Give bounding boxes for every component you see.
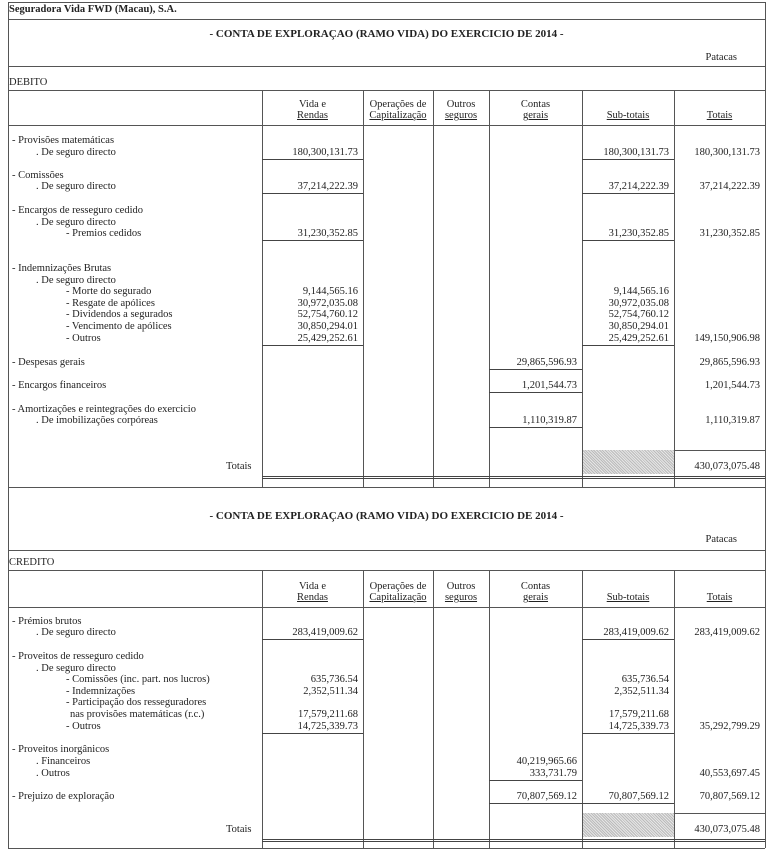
sub-value: 70,807,569.12: [582, 791, 674, 804]
debit-column-divider: [363, 90, 364, 487]
debit-currency: Patacas: [705, 52, 737, 63]
credit-heading: CREDITO: [9, 557, 55, 568]
credit-total-rule: [674, 813, 765, 814]
column-header-line1: Vida e: [298, 581, 327, 592]
debit-section-bottom: [8, 487, 765, 488]
line-label: - Outros: [66, 333, 101, 344]
credit-column-divider: [433, 570, 434, 848]
line-label: . De seguro directo: [36, 217, 116, 228]
credit-section-bottom: [8, 848, 765, 849]
total-value: 149,150,906.98: [694, 333, 760, 344]
vida-value: 9,144,565.16: [302, 286, 358, 297]
vida-value: 14,725,339.73: [262, 721, 363, 734]
column-header-line1: Operações de: [369, 99, 427, 110]
credit-column-header: [363, 581, 433, 603]
credit-column-divider: [489, 570, 490, 848]
line-label: - Premios cedidos: [66, 228, 142, 239]
credit-column-header: [433, 581, 489, 603]
line-label: . De seguro directo: [36, 275, 116, 286]
line-label: - Comissões: [12, 170, 64, 181]
line-label: . Outros: [36, 768, 70, 779]
credit-currency: Patacas: [705, 534, 737, 545]
column-header-line2: Capitalização: [369, 592, 427, 603]
line-label: . De imobilizações corpóreas: [36, 415, 158, 426]
sub-value: 180,300,131.73: [582, 147, 674, 160]
line-label: - Dividendos a segurados: [66, 309, 173, 320]
debit-column-header: [674, 99, 765, 121]
total-value: 1,110,319.87: [705, 415, 760, 426]
vida-value: 31,230,352.85: [262, 228, 363, 241]
line-label: - Morte do segurado: [66, 286, 152, 297]
credit-top-rule: [8, 550, 765, 551]
contas-value: 70,807,569.12: [489, 791, 582, 804]
credit-title: - CONTA DE EXPLORAÇAO (RAMO VIDA) DO EXERCICIO DE 2014 -: [209, 510, 564, 522]
total-value: 180,300,131.73: [694, 147, 760, 158]
vida-value: 30,850,294.01: [297, 321, 358, 332]
sub-value: 25,429,252.61: [582, 333, 674, 346]
company-name: Seguradora Vida FWD (Macau), S.A.: [9, 4, 177, 15]
credit-header-rule: [8, 570, 765, 571]
total-value: 29,865,596.93: [699, 357, 760, 368]
credit-header-bottom-rule: [8, 607, 765, 608]
debit-column-header: [582, 99, 674, 121]
sub-value: 37,214,222.39: [582, 181, 674, 194]
column-header-line2: Capitalização: [369, 110, 427, 121]
line-label: - Provisões matemáticas: [12, 135, 115, 146]
column-header-line1: Outros: [446, 99, 476, 110]
sub-value: 283,419,009.62: [582, 627, 674, 640]
vida-value: 283,419,009.62: [262, 627, 363, 640]
column-header-line2: Rendas: [297, 110, 328, 121]
line-label: - Encargos de resseguro cedido: [12, 205, 144, 216]
column-header-line2: seguros: [444, 110, 478, 121]
debit-top-rule: [8, 66, 765, 67]
credit-column-header: [262, 581, 363, 603]
column-header-line1: Outros: [446, 581, 476, 592]
credit-grand-total: 430,073,075.48: [694, 824, 760, 835]
column-header-line2: seguros: [444, 592, 478, 603]
contas-value: 1,110,319.87: [489, 415, 582, 428]
column-header-line1: [582, 99, 674, 110]
line-label: - Amortizações e reintegrações do exercicio: [12, 404, 196, 415]
credit-double-rule: [262, 839, 765, 842]
line-label: - Comissões (inc. part. nos lucros): [66, 674, 210, 685]
frame-right: [765, 2, 766, 848]
debit-column-header: [489, 99, 582, 121]
column-header-line1: [674, 581, 765, 592]
sub-value: 52,754,760.12: [608, 309, 669, 320]
column-header-line2: gerais: [522, 592, 549, 603]
column-header-line2: Sub-totais: [606, 592, 650, 603]
contas-value: 1,201,544.73: [489, 380, 582, 393]
column-header-line1: Contas: [520, 581, 551, 592]
debit-total-rule: [674, 450, 765, 451]
sub-value: 9,144,565.16: [613, 286, 669, 297]
debit-title: - CONTA DE EXPLORAÇAO (RAMO VIDA) DO EXERCICIO DE 2014 -: [209, 28, 564, 40]
frame-left: [8, 2, 9, 848]
line-label: - Proveitos de resseguro cedido: [12, 651, 144, 662]
vida-value: 25,429,252.61: [262, 333, 363, 346]
debit-totals-label: Totais: [226, 461, 252, 472]
debit-column-divider: [433, 90, 434, 487]
vida-value: 37,214,222.39: [262, 181, 363, 194]
line-label: . De seguro directo: [36, 663, 116, 674]
sub-value: 14,725,339.73: [582, 721, 674, 734]
total-value: 35,292,799.29: [699, 721, 760, 732]
line-label: . De seguro directo: [36, 181, 116, 192]
credit-totals-label: Totais: [226, 824, 252, 835]
total-value: 1,201,544.73: [704, 380, 760, 391]
line-label: . De seguro directo: [36, 147, 116, 158]
sub-value: 31,230,352.85: [582, 228, 674, 241]
debit-shaded-cell: [583, 450, 674, 474]
line-label: - Encargos financeiros: [12, 380, 107, 391]
debit-column-header: [433, 99, 489, 121]
debit-column-header: [262, 99, 363, 121]
line-label: nas provisões matemáticas (r.c.): [70, 709, 205, 720]
column-header-line1: [582, 581, 674, 592]
debit-column-header: [363, 99, 433, 121]
credit-shaded-cell: [583, 813, 674, 837]
total-value: 70,807,569.12: [699, 791, 760, 802]
column-header-line2: Sub-totais: [606, 110, 650, 121]
vida-value: 52,754,760.12: [297, 309, 358, 320]
vida-value: 30,972,035.08: [297, 298, 358, 309]
total-value: 283,419,009.62: [694, 627, 760, 638]
contas-value: 40,219,965.66: [516, 756, 577, 767]
sub-value: 17,579,211.68: [609, 709, 669, 720]
column-header-line1: Vida e: [298, 99, 327, 110]
credit-column-divider: [674, 570, 675, 848]
line-label: . Financeiros: [36, 756, 91, 767]
line-label: - Indemnizações Brutas: [12, 263, 112, 274]
line-label: - Despesas gerais: [12, 357, 85, 368]
debit-double-rule: [262, 476, 765, 479]
line-label: - Prémios brutos: [12, 616, 82, 627]
line-label: - Outros: [66, 721, 101, 732]
column-header-line2: Totais: [706, 110, 733, 121]
line-label: - Vencimento de apólices: [66, 321, 172, 332]
line-label: - Resgate de apólices: [66, 298, 155, 309]
credit-column-divider: [363, 570, 364, 848]
company-divider: [8, 19, 765, 20]
sub-value: 30,972,035.08: [608, 298, 669, 309]
frame-top: [8, 2, 765, 3]
debit-header-bottom-rule: [8, 125, 765, 126]
line-label: - Proveitos inorgânicos: [12, 744, 110, 755]
total-value: 31,230,352.85: [699, 228, 760, 239]
contas-value: 333,731.79: [489, 768, 582, 781]
credit-column-header: [582, 581, 674, 603]
column-header-line2: Rendas: [297, 592, 328, 603]
vida-value: 2,352,511.34: [303, 686, 358, 697]
vida-value: 17,579,211.68: [298, 709, 358, 720]
line-label: - Participação dos resseguradores: [66, 697, 207, 708]
total-value: 40,553,697.45: [699, 768, 760, 779]
total-value: 37,214,222.39: [699, 181, 760, 192]
sub-value: 2,352,511.34: [614, 686, 669, 697]
column-header-line1: Operações de: [369, 581, 427, 592]
vida-value: 180,300,131.73: [262, 147, 363, 160]
contas-value: 29,865,596.93: [489, 357, 582, 370]
debit-heading: DEBITO: [9, 77, 48, 88]
vida-value: 635,736.54: [310, 674, 358, 685]
debit-grand-total: 430,073,075.48: [694, 461, 760, 472]
column-header-line1: [674, 99, 765, 110]
credit-column-header: [489, 581, 582, 603]
sub-value: 30,850,294.01: [608, 321, 669, 332]
column-header-line1: Contas: [520, 99, 551, 110]
line-label: . De seguro directo: [36, 627, 116, 638]
column-header-line2: Totais: [706, 592, 733, 603]
line-label: - Indemnizações: [66, 686, 136, 697]
debit-header-rule: [8, 90, 765, 91]
line-label: - Prejuizo de exploração: [12, 791, 115, 802]
column-header-line2: gerais: [522, 110, 549, 121]
sub-value: 635,736.54: [621, 674, 669, 685]
credit-column-header: [674, 581, 765, 603]
